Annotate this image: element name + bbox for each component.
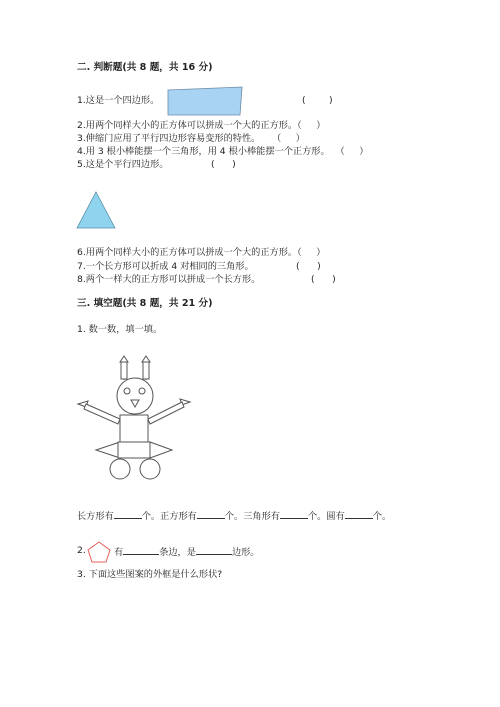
question-2-8: 8.两个一样大的正方形可以拼成一个长方形。: [77, 274, 261, 285]
question-2-6: 6.用两个同样大小的正方体可以拼成一个大的正方形。（ ）: [77, 247, 326, 258]
question-2-2: 2.用两个同样大小的正方体可以拼成一个大的正方形。（ ）: [77, 120, 326, 131]
pentagon-post-label: 边形。: [231, 547, 260, 558]
question-3-3: 3. 下面这些图案的外框是什么形状?: [77, 569, 223, 580]
question-2-1-paren: ( ): [302, 95, 333, 106]
blank-squares[interactable]: [197, 509, 225, 519]
blank-shape-name[interactable]: [196, 545, 232, 555]
count-rect-label: 长方形有: [77, 511, 114, 522]
pentagon-figure: [86, 540, 112, 564]
question-2-8-paren: ( ): [311, 274, 336, 285]
pentagon-mid-label: 条边，是: [159, 547, 196, 558]
question-3-1: 1. 数一数，填一填。: [77, 324, 163, 335]
count-circle-label: 个。圆有: [308, 511, 345, 522]
question-2-7: 7.一个长方形可以折成 4 对相同的三角形。: [77, 261, 254, 272]
question-2-7-paren: ( ): [296, 261, 321, 272]
question-2-5: 5.这是个平行四边形。: [77, 159, 169, 170]
question-2-1: 1.这是一个四边形。: [77, 95, 160, 106]
question-3-2-num: 2.: [77, 545, 86, 556]
blank-circles[interactable]: [345, 509, 373, 519]
question-2-3: 3.伸缩门应用了平行四边形容易变形的特性。 （ ）: [77, 133, 305, 144]
robot-figure: [74, 354, 194, 488]
blank-sides[interactable]: [123, 545, 159, 555]
blank-rectangles[interactable]: [114, 509, 142, 519]
quadrilateral-figure: [166, 85, 244, 117]
question-2-4: 4.用 3 根小棒能摆一个三角形，用 4 根小棒能摆一个正方形。 （ ）: [77, 146, 369, 157]
count-triangle-label: 个。三角形有: [224, 511, 280, 522]
blank-triangles[interactable]: [280, 509, 308, 519]
count-square-label: 个。正方形有: [141, 511, 197, 522]
count-end-label: 个。: [372, 511, 392, 522]
triangle-figure: [75, 190, 117, 230]
pentagon-pre-label: 有: [114, 547, 124, 558]
count-line: [77, 509, 391, 523]
question-2-5-paren: ( ): [211, 159, 236, 170]
section-3-heading: 三. 填空题(共 8 题，共 21 分): [77, 298, 213, 309]
question-3-2-line: [114, 545, 260, 559]
section-2-heading: 二. 判断题(共 8 题，共 16 分): [77, 62, 213, 73]
